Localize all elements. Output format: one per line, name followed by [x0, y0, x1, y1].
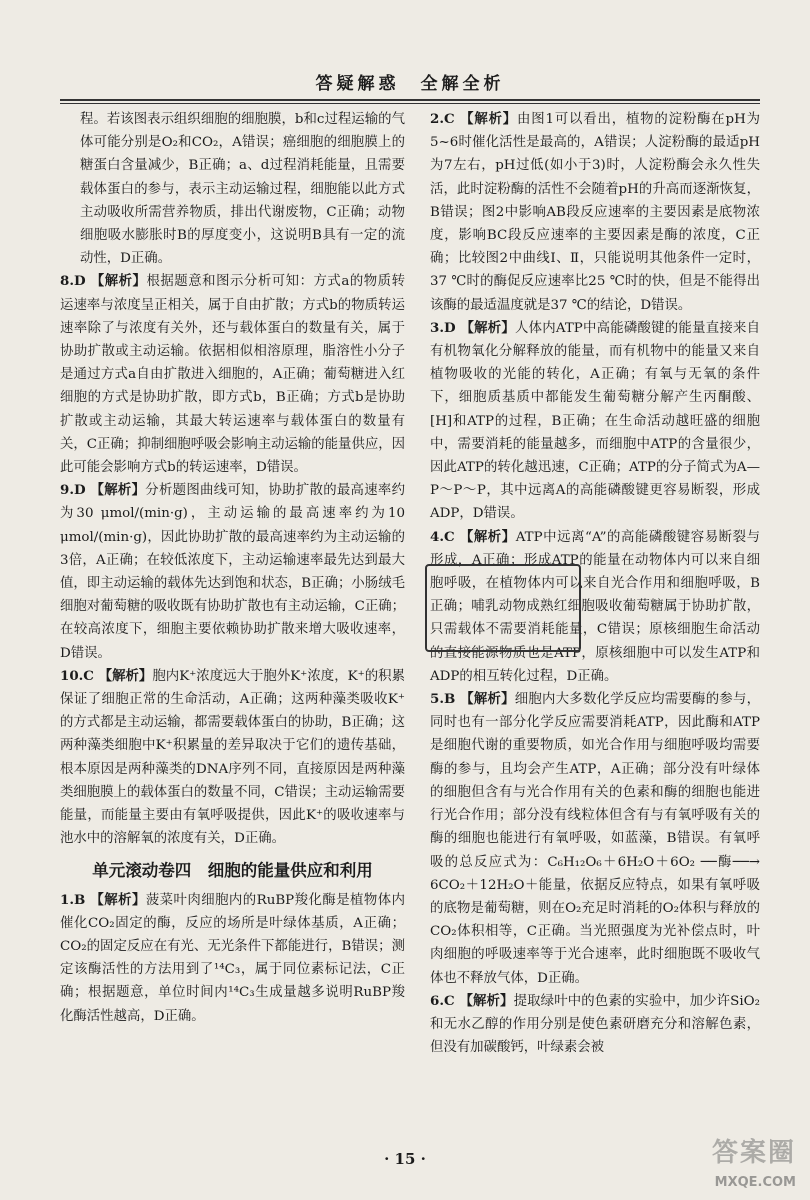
answer-item: [430, 990, 760, 1060]
answer-item: [60, 889, 405, 1028]
watermark-cn: 答案圈: [711, 1138, 796, 1168]
answer-item: [430, 317, 760, 526]
ink-stamp-box: [425, 564, 581, 652]
answer-item: [60, 270, 405, 479]
answer-label: 5.B 【解析】: [430, 691, 515, 708]
answer-text: 由图1可以看出，植物的淀粉酶在pH为5~6时催化活性是最高的，A错误；人淀粉酶的最适pH为7左右，pH过低(如小于3)时，人淀粉酶会永久性失活，此时淀粉酶的活性不会随着pH的升高而逐渐恢复，B错误；图2中影响AB段反应速率的主要因素是底物浓度，影响BC段反应速率的主要因素是酶的浓度，C正确；比较图2中曲线Ⅰ、Ⅱ，只能说明其他条件一定时，37 ℃时的酶促反应速率比25 ℃时的快，但是不能得出该酶的最适温度就是37 ℃的结论，D错误。: [430, 112, 760, 313]
answer-label: 10.C 【解析】: [60, 667, 153, 684]
answer-label: 4.C 【解析】: [430, 528, 516, 545]
answer-text: ATP中远离“A”的高能磷酸键容易断裂与形成，A正确；形成ATP的能量在动物体内可以来自细胞呼吸，在植物体内可以来自光合作用和细胞呼吸，B正确；哺乳动物成熟红细胞吸收葡萄糖属于协助扩散，只需载体不需要消耗能量，C错误；原核细胞生命活动的直接能源物质也是ATP，原核细胞中可以发生ATP和ADP的相互转化过程，D正确。: [430, 529, 760, 684]
answer-label: 2.C 【解析】: [430, 111, 518, 127]
answer-item: [60, 665, 405, 851]
answer-continuation: 程。若该图表示组织细胞的细胞膜，b和c过程运输的气体可能分别是O₂和CO₂，A错误；癌细胞的细胞膜上的糖蛋白含量减少，B正确；a、d过程消耗能量，且需要载体蛋白的参与，表示主动运输过程，细胞能以此方式主动吸收所需营养物质，排出代谢废物，C正确；动物细胞吸水膨胀时B的厚度变小，这说明B具有一定的流动性，D正确。: [80, 112, 405, 267]
answer-text: 提取绿叶中的色素的实验中，加少许SiO₂和无水乙醇的作用分别是使色素研磨充分和溶解色素，但没有加碳酸钙，叶绿素会被: [430, 993, 760, 1056]
left-column: [60, 108, 405, 1028]
answer-label: 9.D 【解析】: [60, 482, 146, 499]
watermark-logo: [652, 1132, 802, 1192]
header-rule-thin: [60, 103, 760, 104]
section-heading: 单元滚动卷四 细胞的能量供应和利用: [92, 860, 373, 880]
answer-item: [430, 688, 760, 990]
answer-text: 分析题图曲线可知，协助扩散的最高速率约为30 μmol/(min·g)，主动运输的最高速率约为10 μmol/(min·g)，因此协助扩散的最高速率约为主动运输的3倍，A正确；在较低浓度下，主动运输速率最先达到最大值，即主动运输的载体先达到饱和状态，B正确；小肠绒毛细胞对葡萄糖的吸收既有协助扩散也有主动运输，C正确；在较高浓度下，细胞主要依赖协助扩散来增大吸收速率，D错误。: [60, 483, 406, 661]
page-header: [60, 70, 760, 100]
answer-label: 3.D 【解析】: [430, 319, 516, 336]
answer-text: 根据题意和图示分析可知：方式a的物质转运速率与浓度呈正相关，属于自由扩散；方式b的物质转运速率除了与浓度有关外，还与载体蛋白的数量有关，属于协助扩散或主动运输。依据相似相溶原理，脂溶性小分子是通过方式a自由扩散进入细胞的，A正确；葡萄糖进入红细胞的方式是协助扩散，即方式b，B正确；方式b是协助扩散或主动运输，其最大转运速率与载体蛋白的数量有关，C正确；抑制细胞呼吸会影响主动运输的能量供应，因此可能会影响方式b的转运速率，D错误。: [60, 274, 406, 476]
answer-text: 菠菜叶肉细胞内的RuBP羧化酶是植物体内催化CO₂固定的酶，反应的场所是叶绿体基质，A正确；CO₂的固定反应在有光、无光条件下都能进行，B错误；测定该酶活性的方法用到了¹⁴C₃，属于同位素标记法，C正确；根据题意，单位时间内¹⁴C₃生成量越多说明RuBP羧化酶活性越高，D正确。: [60, 892, 405, 1024]
watermark-url: MXQE.COM: [714, 1175, 796, 1190]
answer-label: 6.C 【解析】: [430, 992, 514, 1009]
header-rule-thick: [60, 99, 760, 101]
answer-text: 胞内K⁺浓度远大于胞外K⁺浓度，K⁺的积累保证了细胞正常的生命活动，A正确；这两种藻类吸收K⁺的方式都是主动运输，都需要载体蛋白的协助，B正确；这两种藻类细胞中K⁺积累量的差异取决于它们的遗传基础，根本原因是两种藻类的DNA序列不同，直接原因是两种藻类细胞膜上的载体蛋白的数量不同，C错误；主动运输需要能量，而能量主要由有氧呼吸提供，因此K⁺的吸收速率与池水中的溶解氧的浓度有关，D正确。: [60, 668, 406, 847]
header-title: 答疑解惑 全解全析: [315, 74, 505, 94]
answer-item: [60, 479, 405, 665]
answer-text: 人体内ATP中高能磷酸键的能量直接来自有机物氧化分解释放的能量，而有机物中的能量又来自植物吸收的光能的转化，A正确；有氧与无氧的条件下，细胞质基质中都能发生葡萄糖分解产生丙酮酸、[H]和ATP的过程，B正确；在生命活动越旺盛的细胞中，需要消耗的能量越多，而细胞中ATP的含量很少，因此ATP的转化越迅速，C正确；ATP的分子简式为A—P～P～P，其中远离A的高能磷酸键更容易断裂，形成ADP，D错误。: [430, 320, 760, 522]
answer-label: 8.D 【解析】: [60, 273, 147, 290]
page-number: · 15 ·: [384, 1150, 426, 1168]
answer-text: 细胞内大多数化学反应均需要酶的参与，同时也有一部分化学反应需要消耗ATP，因此酶和ATP是细胞代谢的重要物质，如光合作用与细胞呼吸均需要酶的参与，且均会产生ATP，A正确；部分没有叶绿体的细胞但含有与光合作用有关的色素和酶的细胞也能进行光合作用；部分没有线粒体但含有与有氧呼吸有关的酶的细胞也能进行有氧呼吸，如蓝藻，B错误。有氧呼吸的总反应式为：C₆H₁₂O₆＋6H₂O＋6O₂ ──酶──→ 6CO₂＋12H₂O＋能量，依据反应特点，如果有氧呼吸的底物是葡萄糖，则在O₂充足时消耗的O₂体积与释放的CO₂体积相等，C正确。当光照强度为光补偿点时，叶肉细胞的呼吸速率等于光合速率，此时细胞既不吸收气体也不释放气体，D正确。: [430, 692, 760, 986]
answer-item: [430, 108, 760, 317]
answer-label: 1.B 【解析】: [60, 891, 146, 908]
